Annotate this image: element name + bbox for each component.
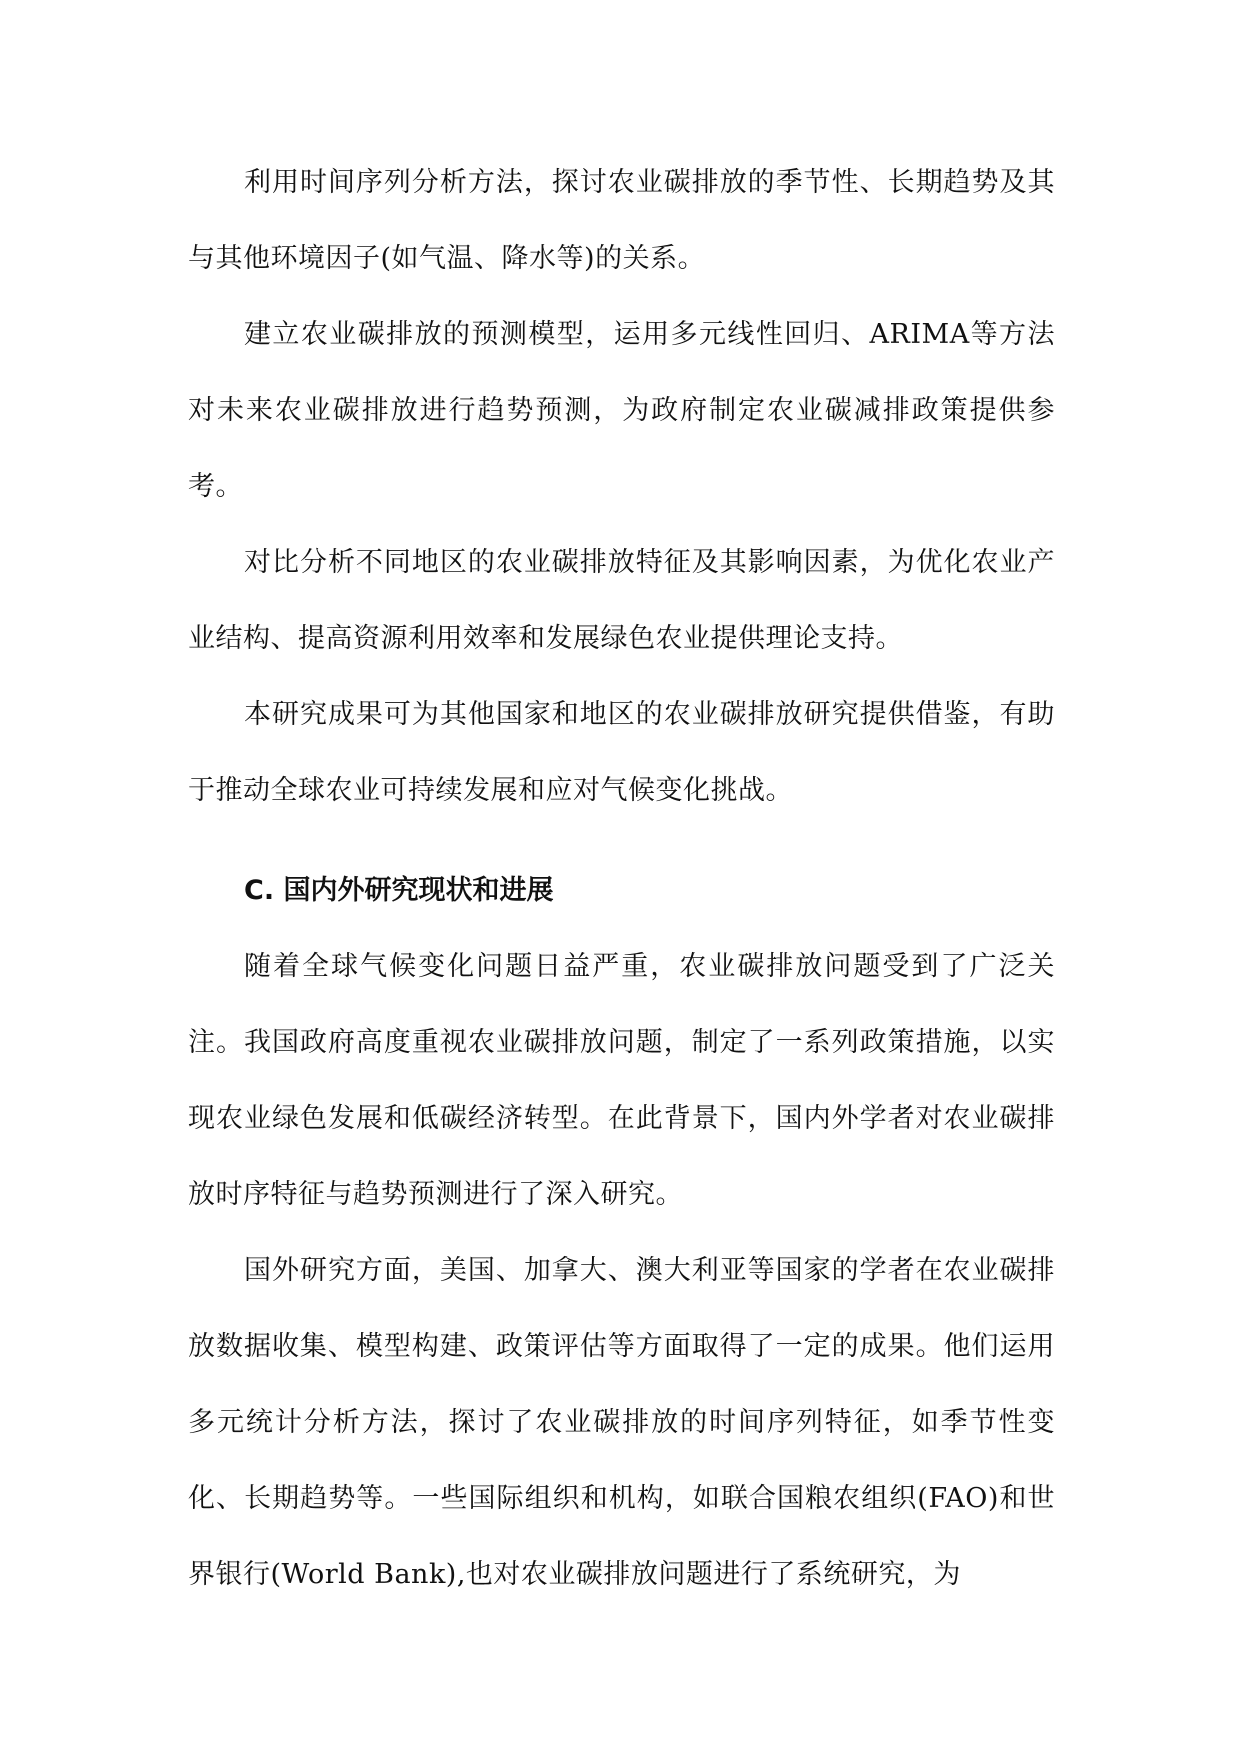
paragraph-foreign-research: 国外研究方面，美国、加拿大、澳大利亚等国家的学者在农业碳排放数据收集、模型构建、政策评估等方面取得了一定的成果。他们运用多元统计分析方法，探讨了农业碳排放的时间序列特征，如季节性变化、长期趋势等。一些国际组织和机构，如联合国粮农组织(FAO)和世界银行(World Bank),也对农业碳排放问题进行了系统研究，为 (188, 1255, 1055, 1590)
paragraph-background: 随着全球气候变化问题日益严重，农业碳排放问题受到了广泛关注。我国政府高度重视农业碳排放问题，制定了一系列政策措施，以实现农业绿色发展和低碳经济转型。在此背景下，国内外学者对农业碳排放时序特征与趋势预测进行了深入研究。 (188, 951, 1055, 1210)
paragraph-research-value: 本研究成果可为其他国家和地区的农业碳排放研究提供借鉴，有助于推动全球农业可持续发展和应对气候变化挑战。 (188, 699, 1055, 806)
paragraph-time-series-analysis: 利用时间序列分析方法，探讨农业碳排放的季节性、长期趋势及其与其他环境因子(如气温、降水等)的关系。 (188, 167, 1055, 274)
paragraph-regional-comparison: 对比分析不同地区的农业碳排放特征及其影响因素，为优化农业产业结构、提高资源利用效率和发展绿色农业提供理论支持。 (188, 547, 1055, 654)
section-heading: C. 国内外研究现状和进展 (244, 875, 554, 906)
paragraph-prediction-model: 建立农业碳排放的预测模型，运用多元线性回归、ARIMA等方法对未来农业碳排放进行趋势预测，为政府制定农业碳减排政策提供参考。 (188, 319, 1055, 502)
document-body (188, 145, 1055, 1613)
